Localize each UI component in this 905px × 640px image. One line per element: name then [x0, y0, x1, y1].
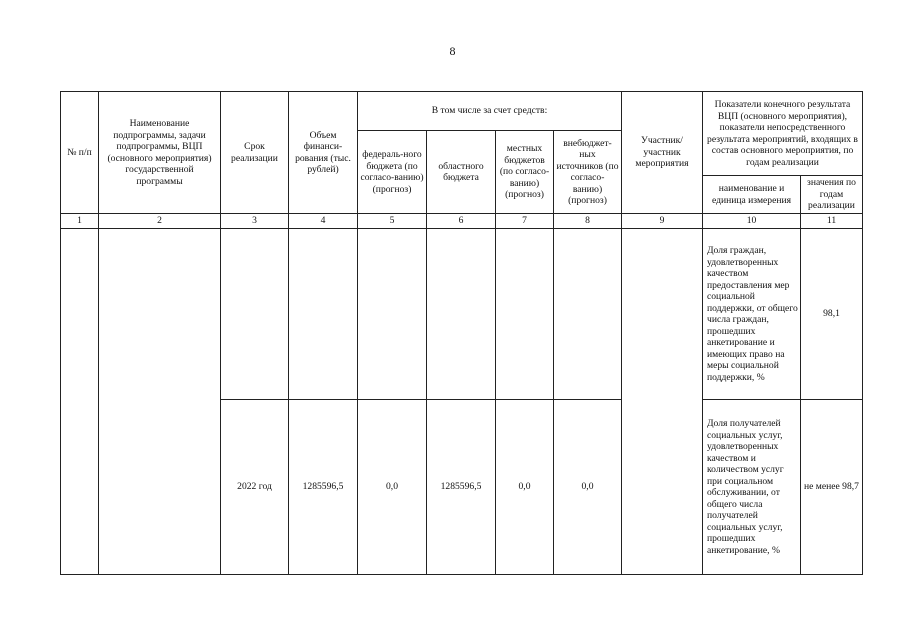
- cell-indicator-name: Доля получателей социальных услуг, удовлетворенных качеством и количеством услуг при социальном обслуживании, от общего числа получателей социальных услуг, прошедших анкетирование, %: [703, 400, 801, 575]
- header-federal: федераль-ного бюджета (по согласо-ванию) (прогноз): [358, 131, 427, 214]
- header-local: местных бюджетов (по согласо-ванию) (прогноз): [496, 131, 554, 214]
- cell-federal: [358, 229, 427, 400]
- cell-name: [99, 229, 221, 575]
- cell-participant: [622, 229, 703, 575]
- header-sources-group: В том числе за счет средств:: [358, 92, 622, 131]
- header-term: Срок реализации: [221, 92, 289, 214]
- column-number: 8: [554, 214, 622, 229]
- header-volume: Объем финанси-рования (тыс. рублей): [289, 92, 358, 214]
- column-number: 11: [801, 214, 863, 229]
- column-number: 10: [703, 214, 801, 229]
- column-number-row: [61, 214, 863, 229]
- page-number: 8: [449, 44, 456, 58]
- column-number: 6: [427, 214, 496, 229]
- header-extra: внебюджет-ных источников (по согласо-ванию) (прогноз): [554, 131, 622, 214]
- cell-term: [221, 229, 289, 400]
- cell-term: 2022 год: [221, 400, 289, 575]
- header-indicator-name: наименование и единица измерения: [703, 176, 801, 214]
- header-name: Наименование подпрограммы, задачи подпрограммы, ВЦП (основного мероприятия) государственной программы: [99, 92, 221, 214]
- header-indicator-value: значения по годам реализации: [801, 176, 863, 214]
- cell-number: [61, 229, 99, 575]
- cell-regional: [427, 229, 496, 400]
- cell-volume: [289, 229, 358, 400]
- column-number: 4: [289, 214, 358, 229]
- cell-volume: 1285596,5: [289, 400, 358, 575]
- column-number: 9: [622, 214, 703, 229]
- cell-extra: [554, 229, 622, 400]
- header-regional: областного бюджета: [427, 131, 496, 214]
- header-number: № п/п: [61, 92, 99, 214]
- column-number: 7: [496, 214, 554, 229]
- cell-indicator-value: не менее 98,7: [801, 400, 863, 575]
- cell-local: [496, 229, 554, 400]
- table-row: [61, 229, 863, 400]
- column-number: 3: [221, 214, 289, 229]
- cell-extra: 0,0: [554, 400, 622, 575]
- cell-federal: 0,0: [358, 400, 427, 575]
- header-indicators-group: Показатели конечного результата ВЦП (основного мероприятия), показатели непосредственного результата мероприятий, входящих в состав основного мероприятия, по годам реализации: [703, 92, 863, 176]
- column-number: 2: [99, 214, 221, 229]
- cell-indicator-name: Доля граждан, удовлетворенных качеством предоставления мер социальной поддержки, от общего числа граждан, прошедших анкетирование и имеющих право на меры социальной поддержки, %: [703, 229, 801, 400]
- header-participant: Участник/ участник мероприятия: [622, 92, 703, 214]
- cell-indicator-value: 98,1: [801, 229, 863, 400]
- cell-local: 0,0: [496, 400, 554, 575]
- program-table: [60, 91, 863, 575]
- cell-regional: 1285596,5: [427, 400, 496, 575]
- column-number: 1: [61, 214, 99, 229]
- column-number: 5: [358, 214, 427, 229]
